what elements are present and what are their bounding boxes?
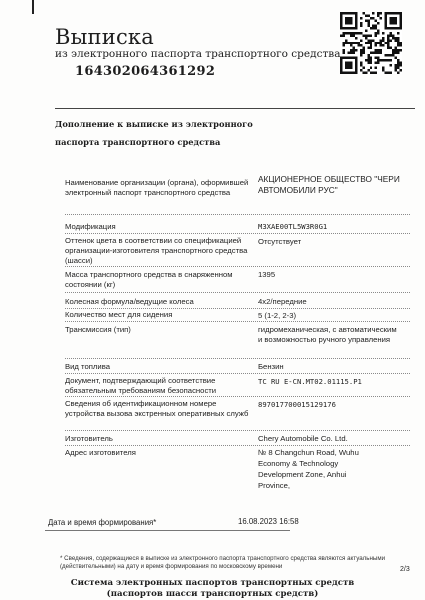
- field-label-conformity: Документ, подтверждающий соответствие обязательным требованиям безопасности: [65, 376, 217, 395]
- row-divider: [65, 308, 410, 309]
- addendum-title: Дополнение к выписке из электронного паспорта транспортного средства: [55, 119, 253, 147]
- document-number: 164302064361292: [75, 64, 216, 79]
- row-divider: [65, 292, 410, 293]
- scan-mark: [32, 0, 34, 14]
- field-label-color: Оттенок цвета в соответствии со спецификацией организации-изготовителя транспортного средства (шасси): [65, 236, 248, 265]
- field-value-manufacturer: Chery Automobile Co. Ltd.: [258, 434, 348, 443]
- field-label-seats: Количество мест для сидения: [65, 310, 173, 319]
- footer-system-name: Система электронных паспортов транспортных средств: [70, 578, 355, 588]
- field-value-fuel: Бензин: [258, 362, 284, 371]
- row-divider: [65, 373, 410, 374]
- field-label-emergency-id: Сведения об идентификационном номере устройства вызова экстренных оперативных служб: [65, 399, 249, 418]
- field-value-modification: M3XAE00TL5W3R0G1: [258, 222, 328, 231]
- footnote: * Сведения, содержащиеся в выписке из электронного паспорта транспортного средства являются актуальными (действительными) на дату и время формирования по московскому времени: [60, 555, 386, 570]
- field-value-seats: 5 (1-2, 2-3): [258, 311, 297, 320]
- row-divider: [65, 266, 410, 267]
- field-value-emergency-id: 897017700015129176: [258, 400, 336, 409]
- generated-underline: [45, 530, 290, 531]
- field-label-wheels: Колесная формула/ведущие колеса: [65, 297, 194, 306]
- document-subtitle: из электронного паспорта транспортного средства: [55, 48, 341, 60]
- field-label-modification: Модификация: [65, 222, 116, 231]
- row-divider: [65, 396, 410, 397]
- field-label-address: Адрес изготовителя: [65, 448, 136, 457]
- row-divider: [65, 233, 410, 234]
- row-divider: [65, 321, 410, 322]
- field-value-conformity: ТС RU E-CN.MT02.01115.P1: [258, 377, 362, 386]
- field-label-transmission: Трансмиссия (тип): [65, 325, 131, 334]
- row-divider: [65, 445, 410, 446]
- field-label-fuel: Вид топлива: [65, 362, 110, 371]
- field-label-mass: Масса транспортного средства в снаряженном состоянии (кг): [65, 270, 233, 289]
- field-label-issuer: Наименование организации (органа), оформившей электронный паспорт транспортного средства: [65, 178, 249, 197]
- section-divider: [55, 108, 415, 109]
- page-number: 2/3: [400, 566, 410, 573]
- document-title: Выписка: [55, 25, 154, 49]
- field-value-issuer: АКЦИОНЕРНОЕ ОБЩЕСТВО "ЧЕРИ АВТОМОБИЛИ РУС": [258, 174, 400, 195]
- row-divider: [65, 214, 410, 215]
- generated-value: 16.08.2023 16:58: [238, 517, 299, 526]
- field-value-mass: 1395: [258, 270, 276, 279]
- field-value-color: Отсутствует: [258, 237, 302, 246]
- row-divider: [65, 358, 410, 359]
- field-value-address: № 8 Changchun Road, Wuhu Economy & Technology Development Zone, Anhui Province,: [258, 448, 359, 490]
- generated-label: Дата и время формирования*: [48, 518, 157, 527]
- qr-code-icon: [340, 12, 402, 74]
- field-value-wheels: 4x2/передние: [258, 297, 307, 306]
- footer-system-subtitle: (паспортов шасси транспортных средств): [106, 589, 319, 599]
- field-label-manufacturer: Изготовитель: [65, 434, 113, 443]
- field-value-transmission: гидромеханическая, с автоматическим и возможностью ручного управления: [258, 325, 397, 344]
- row-divider: [65, 430, 410, 431]
